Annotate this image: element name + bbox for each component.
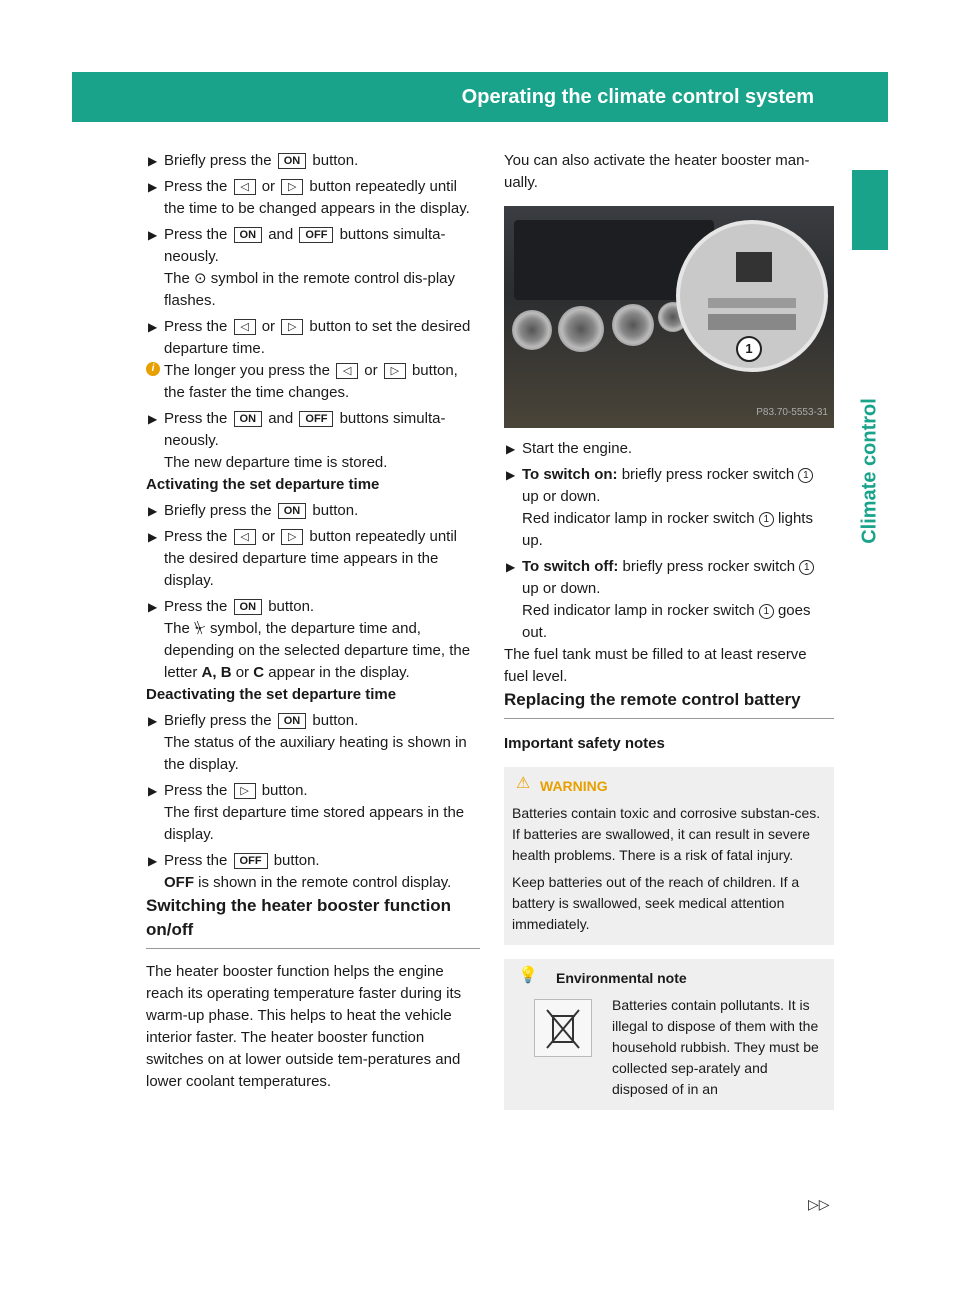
left-arrow-key: ◁ — [234, 179, 256, 195]
left-arrow-key: ◁ — [234, 529, 256, 545]
zoom-detail — [676, 220, 828, 372]
on-key: ON — [234, 599, 263, 615]
side-tab-marker — [852, 170, 888, 250]
booster-paragraph: The heater booster function helps the engine reach its operating temperature faster during its warm-up phase. This helps to heat the vehicle interior faster. The heater booster function switches on at lower outside tem-peratures and lower coolant temperatures. — [146, 963, 462, 1090]
step-item: ▶ Briefly press the ON button. The status of the auxiliary heating is shown in the display. — [148, 712, 467, 773]
step-item: ▶ To switch off: briefly press rocker switch 1 up or down. Red indicator lamp in rocker switch 1 goes out. — [504, 556, 834, 644]
rocker-switch — [708, 298, 796, 308]
page-header — [72, 72, 948, 122]
left-arrow-key: ◁ — [336, 363, 358, 379]
on-key: ON — [278, 153, 307, 169]
callout-marker: 1 — [799, 560, 814, 575]
warning-title: WARNING — [540, 778, 608, 794]
step-item: ▶ Press the ON and OFF buttons simulta-neously. The ⊙ symbol in the remote control dis-play flashes. — [148, 226, 456, 309]
chapter-title: Operating the climate control system — [461, 86, 814, 108]
callout-marker: 1 — [759, 604, 774, 619]
right-arrow-key: ▷ — [281, 319, 303, 335]
info-icon: i — [146, 362, 160, 376]
air-vent — [558, 306, 604, 352]
step-item: ▶ Press the ON button. The ⏧ symbol, the departure time and, depending on the selected departure time, the letter A, B or C appear in the display. — [148, 598, 471, 681]
step-item: ▶ Press the ▷ button. The first departure time stored appears in the display. — [148, 782, 465, 843]
step-item: ▶ Press the ON and OFF buttons simulta-neously. The new departure time is stored. — [148, 410, 446, 471]
air-vent — [512, 310, 552, 350]
step-item: ▶ Start the engine. — [506, 440, 633, 457]
env-title: Environmental note — [556, 970, 687, 986]
warning-text: Batteries contain toxic and corrosive substan-ces. If batteries are swallowed, it can result in severe health problems. There is a risk of fatal injury. — [512, 805, 821, 863]
step-item: ▶ Briefly press the ON button. — [148, 502, 359, 519]
environmental-note-box — [504, 959, 834, 1110]
air-vent — [612, 304, 654, 346]
step-item: ▶ Press the ◁ or ▷ button repeatedly until the desired departure time appears in the display. — [148, 528, 458, 589]
on-key: ON — [234, 411, 263, 427]
heater-lamp-icon — [736, 252, 772, 282]
on-key: ON — [278, 713, 307, 729]
image-code: P83.70-5553-31 — [756, 407, 828, 418]
section-rule — [504, 718, 834, 719]
warning-icon: ⚠ — [516, 775, 531, 792]
right-arrow-key: ▷ — [384, 363, 406, 379]
step-item: ▶ Press the OFF button. OFF is shown in the remote control display. — [148, 852, 452, 891]
section-rule — [146, 948, 480, 949]
rocker-switch — [708, 314, 796, 330]
dashboard-photo — [504, 206, 834, 428]
right-arrow-key: ▷ — [234, 783, 256, 799]
off-key: OFF — [234, 853, 268, 869]
section-title-battery: Replacing the remote control battery — [504, 690, 801, 709]
fuel-note: The fuel tank must be filled to at least reserve fuel level. — [504, 646, 807, 685]
page-number: 153 — [916, 87, 948, 107]
left-arrow-key: ◁ — [234, 319, 256, 335]
right-column — [504, 150, 834, 1110]
off-key: OFF — [299, 227, 333, 243]
subheading-activating: Activating the set departure time — [146, 476, 380, 493]
off-key: OFF — [299, 411, 333, 427]
left-column — [146, 150, 480, 1093]
subheading-deactivating: Deactivating the set departure time — [146, 686, 397, 703]
crossed-bin-icon — [534, 999, 592, 1057]
callout-marker: 1 — [736, 336, 762, 362]
continued-marker: ▷▷ — [808, 1196, 830, 1212]
callout-marker: 1 — [759, 512, 774, 527]
right-arrow-key: ▷ — [281, 179, 303, 195]
step-item: ▶ Briefly press the ON button. — [148, 152, 359, 169]
side-section-label: Climate control — [858, 398, 881, 544]
section-title-booster: Switching the heater booster function on/off — [146, 896, 452, 939]
step-item: ▶ Press the ◁ or ▷ button repeatedly until the time to be changed appears in the display. — [148, 178, 470, 217]
intro-text: You can also activate the heater booster man-ually. — [504, 152, 810, 191]
subheading-safety: Important safety notes — [504, 735, 665, 752]
on-key: ON — [234, 227, 263, 243]
step-item: ▶ To switch on: briefly press rocker switch 1 up or down. Red indicator lamp in rocker switch 1 lights up. — [506, 466, 813, 549]
right-arrow-key: ▷ — [281, 529, 303, 545]
warning-box — [504, 767, 834, 945]
step-item: ▶ Press the ◁ or ▷ button to set the desired departure time. — [148, 318, 471, 357]
callout-marker: 1 — [798, 468, 813, 483]
lightbulb-icon: 💡 — [518, 967, 538, 984]
info-note: i The longer you press the ◁ or ▷ button, the faster the time changes. — [146, 360, 480, 404]
env-text: Batteries contain pollutants. It is illegal to dispose of them with the household rubbish. They must be collected sep-arately and disposed of in an — [612, 997, 819, 1097]
warning-text: Keep batteries out of the reach of children. If a battery is swallowed, seek medical attention immediately. — [512, 874, 800, 932]
on-key: ON — [278, 503, 307, 519]
